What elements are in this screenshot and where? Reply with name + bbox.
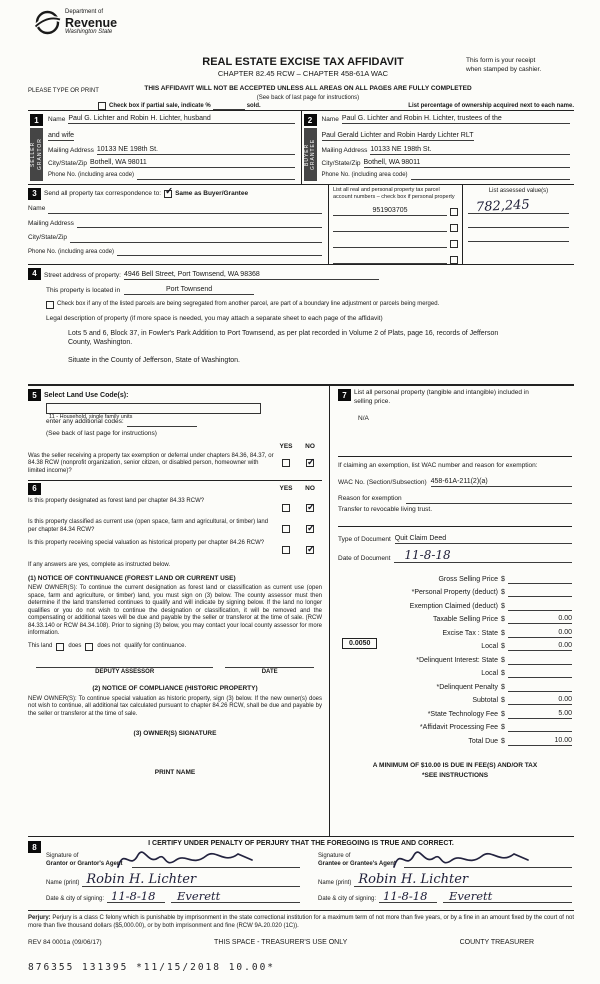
additional-codes-field[interactable] xyxy=(127,426,197,427)
exemption-header: If claiming an exemption, list WAC number and reason for exemption: xyxy=(338,456,572,471)
state-technology-fee-value[interactable]: 5.00 xyxy=(508,709,572,719)
excise-tax-state-value[interactable]: 0.00 xyxy=(508,628,572,638)
logo-sub-text: Washington State xyxy=(65,28,113,35)
parcel-2-personal-checkbox[interactable] xyxy=(450,224,458,232)
ownership-note: List percentage of ownership acquired next to each name. xyxy=(408,102,574,109)
notice1-title: (1) NOTICE OF CONTINUANCE (FOREST LAND OR CURRENT USE) xyxy=(28,574,236,582)
grantor-date-city-label: Date & city of signing: xyxy=(46,895,105,902)
notice2-title: (2) NOTICE OF COMPLIANCE (HISTORIC PROPERTY) xyxy=(92,685,258,692)
wac-number-value[interactable]: 458-61A-211(2)(a) xyxy=(431,477,572,487)
grantor-name-print-label: Name (print) xyxy=(46,879,80,886)
partial-sale-suffix: sold. xyxy=(246,102,261,109)
section-2-number: 2 xyxy=(304,114,317,126)
additional-codes-label: enter any additional codes: xyxy=(46,418,124,425)
street-address-label: Street address of property: xyxy=(44,271,121,279)
logo-name-text: Revenue xyxy=(65,15,118,30)
s5-question-text: Was the seller receiving a property tax exemption or deferral under chapters 84.36, 84.37, or 84.38 RCW (nonprofit organization, senior citizen, or disabled person, homeowner with limited income)? xyxy=(28,452,274,474)
print-name-label: PRINT NAME xyxy=(154,768,196,776)
grantee-sig-label-2: Grantee or Grantee's Agent xyxy=(318,860,396,867)
document-type-value[interactable]: Quit Claim Deed xyxy=(395,534,572,544)
correspondence-csz-field[interactable] xyxy=(70,242,322,243)
money-row-personal-property: *Personal Property (deduct) $ xyxy=(338,584,572,598)
grantee-sig-label-1: Signature of xyxy=(318,853,351,859)
s6-no-header: NO xyxy=(305,484,315,492)
grantor-signing-date[interactable]: 11-8-18 xyxy=(107,890,165,903)
money-row-exemption: Exemption Claimed (deduct) $ xyxy=(338,597,572,611)
section-6-number: 6 xyxy=(28,483,41,495)
reason-label: Reason for exemption xyxy=(338,495,402,502)
exemption-tax-section xyxy=(330,386,574,836)
local-rate-box: 0.0050 xyxy=(342,638,377,649)
partial-sale-label: Check box if partial sale, indicate % xyxy=(109,102,211,109)
document-type-label: Type of Document xyxy=(338,535,391,543)
total-due-value[interactable]: 10.00 xyxy=(508,736,572,746)
personal-property-deduct-field[interactable] xyxy=(508,588,572,597)
land-use-section xyxy=(28,389,322,475)
personal-property-label: List all personal property (tangible and intangible) included in selling price. xyxy=(354,389,529,405)
q2-no-checkbox[interactable] xyxy=(306,525,314,533)
s6-question-1-text: Is this property designated as forest land per chapter 84.33 RCW? xyxy=(28,498,205,504)
buyer-role-bar xyxy=(304,128,317,181)
grantor-signature xyxy=(114,845,264,873)
section-1-number: 1 xyxy=(30,114,43,126)
qualify-does-label: does xyxy=(68,642,82,649)
grantor-sig-label-1: Signature of xyxy=(46,853,79,859)
owners-signature-title: (3) OWNER(S) SIGNATURE xyxy=(133,730,217,737)
money-row-subtotal: Subtotal $ 0.00 xyxy=(472,696,572,704)
partial-sale-percent-field[interactable] xyxy=(213,109,245,110)
parcel-4-personal-checkbox[interactable] xyxy=(450,256,458,264)
minimum-fee-note: A MINIMUM OF $10.00 IS DUE IN FEE(S) AND/OR TAX xyxy=(372,761,538,769)
correspondence-name-field[interactable] xyxy=(48,213,322,214)
seller-csz-label: City/State/Zip xyxy=(48,159,88,167)
delinquent-penalty-field[interactable] xyxy=(508,683,572,692)
seller-phone-field[interactable] xyxy=(137,179,294,180)
excise-tax-local-value[interactable]: 0.00 xyxy=(508,641,572,651)
section-8-number: 8 xyxy=(28,841,41,853)
logo-dept-text: Department of xyxy=(65,9,104,15)
money-row-processing-fee: *Affidavit Processing Fee $ xyxy=(338,719,572,733)
q3-yes-checkbox[interactable] xyxy=(282,546,290,554)
partial-sale-checkbox[interactable] xyxy=(98,102,106,110)
delinquent-interest-state-field[interactable] xyxy=(508,656,572,665)
qualify-does-checkbox[interactable] xyxy=(56,643,64,651)
wac-label: WAC No. (Section/Subsection) xyxy=(338,478,427,486)
treasurer-space-label: THIS SPACE - TREASURER'S USE ONLY xyxy=(214,939,348,946)
land-use-code-value: 11 - Household, single family units xyxy=(49,414,133,420)
segregated-checkbox[interactable] xyxy=(46,301,54,309)
situate-line: Situate in the County of Jefferson, State of Washington. xyxy=(68,356,240,364)
q3-no-checkbox[interactable] xyxy=(306,546,314,554)
street-address-value[interactable]: 4946 Bell Street, Port Townsend, WA 98368 xyxy=(124,270,379,280)
notice1-body: NEW OWNER(S): To continue the current designation as forest land or classification as current use (open space, farm and agriculture, or timber) land, you must sign on (3) below. The county assessor must then determine if the land transferred continues to qualify and will indicate by signing below. If the land no longer qualifies or you do not wish to continue the designation or classification, it will be removed and the compensating or additional taxes will be due and payable by the seller or transferor at the time of sale. (RCW 84.33.140 or RCW 84.34.108). Prior to signing (3) below, you may contact your local county assessor for more information. xyxy=(28,585,322,636)
located-in-label: This property is located in xyxy=(46,286,121,294)
perjury-notice xyxy=(28,910,574,930)
money-row-delinquent-penalty: *Delinquent Penalty $ xyxy=(338,678,572,692)
seller-address-label: Mailing Address xyxy=(48,146,94,154)
qualify-does-not-label: does not xyxy=(97,642,121,649)
seller-phone-label: Phone No. (including area code) xyxy=(48,172,135,178)
tax-correspondence-block xyxy=(28,185,328,264)
section5-see-back: (See back of last page for instructions) xyxy=(46,429,157,437)
revenue-logo xyxy=(34,9,117,36)
money-row-delinquent-interest-local: Local $ xyxy=(338,665,572,679)
correspondence-address-label: Mailing Address xyxy=(28,219,74,227)
correspondence-csz-label: City/State/Zip xyxy=(28,234,68,241)
q1-yes-checkbox[interactable] xyxy=(282,504,290,512)
grantee-signing-date[interactable]: 11-8-18 xyxy=(379,890,437,903)
certify-text: I CERTIFY UNDER PENALTY OF PERJURY THAT THE FOREGOING IS TRUE AND CORRECT. xyxy=(148,840,454,847)
form-header xyxy=(28,6,574,110)
perjury-text: Perjury is a class C felony which is punishable by imprisonment in the state correctional institution for a maximum term of not more than five years, or by a fine in an amount fixed by the court of not more than five thousand dollars ($5,000.00), or by both imprisonment and fine (RCW 9A.20.020 (1C)). xyxy=(28,915,574,929)
reason-value: Transfer to revocable living trust. xyxy=(338,505,433,513)
assessed-value-block xyxy=(462,185,574,264)
assessed-value-header: List assessed value(s) xyxy=(488,188,549,194)
s6-question-3-text: Is this property receiving special valuation as historical property per chapter 84.26 RCW? xyxy=(28,540,265,546)
notice2-body: NEW OWNER(S): To continue special valuation as historic property, sign (3) below. If the new owner(s) does not wish to continue, all additional tax calculated pursuant to chapter 84.26 RCW, shall be due and payable by the seller or transferor at the time of sale. xyxy=(28,695,322,717)
legal-description-value[interactable]: Lots 5 and 6, Block 37, in Fowler's Park Addition to Port Townsend, as per plat recorded in Volume 2 of Plats, page 16, records of Jefferson County, Washington. xyxy=(68,329,499,346)
section-5-number: 5 xyxy=(28,389,41,401)
form-title: REAL ESTATE EXCISE TAX AFFIDAVIT xyxy=(202,56,404,68)
buyer-csz-label: City/State/Zip xyxy=(321,159,361,167)
correspondence-phone-field[interactable] xyxy=(117,255,322,256)
buyer-address-label: Mailing Address xyxy=(321,146,368,154)
parcel-number-1[interactable]: 951903705 xyxy=(333,206,447,216)
personal-property-value[interactable]: N/A xyxy=(358,415,369,422)
revenue-logo-icon xyxy=(34,9,61,36)
affidavit-processing-fee-field[interactable] xyxy=(508,723,572,732)
seller-name-label: Name xyxy=(48,115,66,123)
county-treasurer-label: COUNTY TREASURER xyxy=(459,939,534,946)
deputy-date-label: DATE xyxy=(261,668,278,675)
grantee-printed-name[interactable]: Robin H. Lichter xyxy=(354,873,572,887)
form-number: REV 84 0001a (09/06/17) xyxy=(28,939,102,946)
money-row-delinquent-interest-state: *Delinquent Interest: State $ xyxy=(338,651,572,665)
form-subtitle: CHAPTER 82.45 RCW – CHAPTER 458-61A WAC xyxy=(217,69,389,78)
parcel-1-personal-checkbox[interactable] xyxy=(450,208,458,216)
buyer-name-line2[interactable]: Paul Gerald Lichter and Robin Hardy Lichter RLT xyxy=(321,132,474,139)
section-4-number: 4 xyxy=(28,268,41,280)
buyer-csz-value[interactable]: Bothell, WA 98011 xyxy=(364,158,570,168)
buyer-phone-label: Phone No. (including area code) xyxy=(321,172,408,178)
see-instructions-note: *SEE INSTRUCTIONS xyxy=(421,772,489,779)
segregated-note: Check box if any of the listed parcels are being segregated from another parcel, are part of a boundary line adjustment or parcels being merged. xyxy=(57,301,440,308)
see-back-note: (See back of last page for instructions) xyxy=(256,94,360,101)
money-row-taxable: Taxable Selling Price $ 0.00 xyxy=(433,615,572,623)
taxable-selling-price-value[interactable]: 0.00 xyxy=(508,614,572,624)
land-use-title: Select Land Use Code(s): xyxy=(44,391,129,399)
buyer-phone-field[interactable] xyxy=(411,179,570,180)
deputy-assessor-date-line[interactable] xyxy=(225,667,314,668)
document-date-label: Date of Document xyxy=(338,554,391,562)
grantee-signature-block xyxy=(312,853,574,903)
correspondence-name-label: Name xyxy=(28,205,46,212)
gross-selling-price-field[interactable] xyxy=(508,575,572,584)
section-7-number: 7 xyxy=(338,389,351,401)
excise-tax-table xyxy=(338,570,572,746)
buyer-section xyxy=(302,111,575,184)
cashier-stamp: 876355 131395 *11/15/2018 10.00* xyxy=(28,961,276,973)
s5-yes-checkbox[interactable] xyxy=(282,459,290,467)
qualify-suffix: qualify for continuance. xyxy=(124,642,187,649)
classification-section xyxy=(28,480,322,777)
assessed-value-line-2[interactable] xyxy=(468,227,569,228)
seller-section xyxy=(28,111,302,184)
seller-name-line2[interactable]: and wife xyxy=(48,132,75,139)
parcel-number-2-field[interactable] xyxy=(333,231,447,232)
if-yes-note: If any answers are yes, complete as instructed below. xyxy=(28,562,171,568)
property-location-section xyxy=(28,264,574,384)
grantor-printed-name[interactable]: Robin H. Lichter xyxy=(82,873,300,887)
s5-yes-header: YES xyxy=(279,443,293,450)
parcel-number-3-field[interactable] xyxy=(333,247,447,248)
same-as-buyer-label: Same as Buyer/Grantee xyxy=(175,189,249,197)
money-row-gross: Gross Selling Price $ xyxy=(338,570,572,584)
assessed-value-line-3[interactable] xyxy=(468,241,569,242)
seller-csz-value[interactable]: Bothell, WA 98011 xyxy=(90,158,294,168)
money-row-local: 0.0050 Local $ 0.00 xyxy=(338,638,572,652)
seller-role-label: SELLER xyxy=(30,141,36,168)
grantor-signing-city[interactable]: Everett xyxy=(171,890,300,903)
money-row-tech-fee: *State Technology Fee $ 5.00 xyxy=(427,709,572,718)
document-date-value[interactable]: 11-8-18 xyxy=(394,549,572,563)
s5-no-checkbox[interactable] xyxy=(306,459,314,467)
correspondence-phone-label: Phone No. (including area code) xyxy=(28,248,115,255)
correspondence-address-field[interactable] xyxy=(77,227,322,228)
qualify-does-not-checkbox[interactable] xyxy=(85,643,93,651)
perjury-label: Perjury: xyxy=(28,915,51,921)
parcel-numbers-block xyxy=(328,185,462,264)
buyer-role-label: BUYER xyxy=(303,143,310,166)
buyer-name-line1[interactable]: Paul G. Lichter and Robin H. Lichter, trustees of the xyxy=(342,114,570,124)
grantee-date-city-label: Date & city of signing: xyxy=(318,895,377,902)
grantor-sig-label-2: Grantor or Grantor's Agent xyxy=(46,860,123,867)
grantor-role-label: GRANTOR xyxy=(36,138,43,171)
seller-address-value[interactable]: 10133 NE 198th St. xyxy=(97,145,295,155)
q1-no-checkbox[interactable] xyxy=(306,504,314,512)
q2-yes-checkbox[interactable] xyxy=(282,525,290,533)
buyer-name-label: Name xyxy=(321,115,339,123)
buyer-address-value[interactable]: 10133 NE 198th St. xyxy=(370,145,570,155)
qualify-prefix: This land xyxy=(28,642,53,649)
warning-text: THIS AFFIDAVIT WILL NOT BE ACCEPTED UNLESS ALL AREAS ON ALL PAGES ARE FULLY COMPLETED xyxy=(144,85,472,92)
grantee-signature xyxy=(390,845,540,873)
certification-section xyxy=(28,836,574,910)
section-3-number: 3 xyxy=(28,188,41,200)
seller-role-bar xyxy=(30,128,43,181)
parcel-header: List all real and personal property tax parcel account numbers – check box if personal property xyxy=(333,187,455,200)
form-footer xyxy=(28,910,574,973)
assessed-value[interactable]: 782,245 xyxy=(475,196,531,215)
delinquent-interest-local-field[interactable] xyxy=(508,669,572,678)
send-correspondence-label: Send all property tax correspondence to: xyxy=(44,189,162,197)
grantee-signing-city[interactable]: Everett xyxy=(443,890,572,903)
grantee-role-label: GRANTEE xyxy=(310,138,316,171)
grantee-name-print-label: Name (print) xyxy=(318,879,352,886)
located-in-value[interactable]: Port Townsend xyxy=(124,285,254,295)
receipt-note: This form is your receipt when stamped by cashier. xyxy=(466,57,542,73)
grantor-signature-block xyxy=(28,853,312,903)
reason-field[interactable] xyxy=(406,503,572,504)
money-row-total-due: Total Due $ 10.00 xyxy=(468,736,572,745)
same-as-buyer-checkbox[interactable] xyxy=(164,190,172,198)
type-or-print-label: PLEASE TYPE OR PRINT xyxy=(28,88,99,94)
s5-no-header: NO xyxy=(305,443,315,450)
s6-yes-header: YES xyxy=(279,484,293,492)
deputy-assessor-label: DEPUTY ASSESSOR xyxy=(95,668,155,675)
land-use-code-field[interactable] xyxy=(46,403,261,420)
deputy-assessor-signature-line[interactable] xyxy=(36,667,213,668)
seller-name-line1[interactable]: Paul G. Lichter and Robin H. Lichter, husband xyxy=(68,114,294,124)
subtotal-value[interactable]: 0.00 xyxy=(508,695,572,705)
parcel-3-personal-checkbox[interactable] xyxy=(450,240,458,248)
legal-description-label: Legal description of property (if more space is needed, you may attach a separate sheet to each page of the affidavit) xyxy=(46,315,383,322)
exemption-claimed-field[interactable] xyxy=(508,602,572,611)
s6-question-2-text: Is this property classified as current use (open space, farm and agricultural, or timber) land per chapter 84.34 RCW? xyxy=(28,519,269,533)
money-row-excise-state: Excise Tax : State $ 0.00 xyxy=(442,628,572,637)
